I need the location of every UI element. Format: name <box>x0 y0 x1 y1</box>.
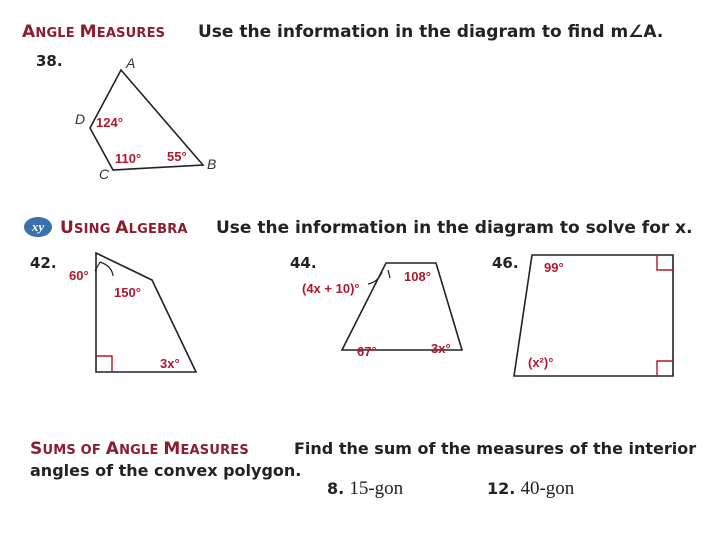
vertex-label-b: B <box>207 156 217 172</box>
vertex-label-c: C <box>99 166 110 182</box>
heading-text: NGLE <box>35 26 80 41</box>
heading-letter: A <box>22 22 36 42</box>
heading-letter: M <box>79 22 97 42</box>
angle-bottom-left-label: (x²)° <box>528 355 554 370</box>
problem-46-number: 46. <box>492 254 519 272</box>
section2-instruction: Use the information in the diagram to solve for x. <box>216 218 693 238</box>
angle-top-label: 60° <box>69 268 89 283</box>
heading-text: LGEBRA <box>128 222 188 237</box>
angle-right-label: 150° <box>114 285 141 300</box>
heading-text: NGLE <box>119 443 164 458</box>
problem-42-number: 42. <box>30 254 57 272</box>
angle-top-left-label: 99° <box>544 260 564 275</box>
angle-d-label: 124° <box>96 115 123 130</box>
section3-instruction-line2: angles of the convex polygon. <box>30 461 302 480</box>
angle-b-label: 55° <box>167 149 187 164</box>
section-heading-sums-of-angle-measures <box>30 439 249 459</box>
heading-text: EASURES <box>96 26 166 41</box>
heading-letter: U <box>60 218 75 238</box>
heading-letter: A <box>115 218 129 238</box>
heading-letter: A <box>105 439 120 459</box>
problem-44-number: 44. <box>290 254 317 272</box>
problem-8-number: 8. <box>327 479 345 498</box>
heading-letter: S <box>30 439 43 459</box>
heading-text: SING <box>74 222 116 237</box>
vertex-label-a: A <box>126 55 136 71</box>
section3-instruction-line1: Find the sum of the measures of the interior <box>294 439 697 458</box>
angle-left-label: (4x + 10)° <box>302 281 360 296</box>
vertex-label-d: D <box>75 111 86 127</box>
problem-38-number: 38. <box>36 52 63 70</box>
problem-12-text: 40-gon <box>520 478 575 499</box>
heading-text: EASURES <box>180 443 249 458</box>
heading-letter: M <box>163 439 181 459</box>
heading-text: UMS OF <box>42 443 106 458</box>
angle-bottom-label: 3x° <box>160 356 180 371</box>
angle-bottom-right-label: 3x° <box>431 341 451 356</box>
algebra-badge-icon: xy <box>24 217 52 237</box>
problem-12 <box>487 478 574 500</box>
angle-bottom-left-label: 67° <box>357 344 377 359</box>
angle-c-label: 110° <box>115 151 142 166</box>
angle-right-label: 108° <box>404 269 431 284</box>
problem-8-text: 15-gon <box>349 478 404 499</box>
section1-instruction: Use the information in the diagram to find m∠A. <box>198 22 664 42</box>
problem-12-number: 12. <box>487 479 516 498</box>
problem-8 <box>327 478 403 500</box>
